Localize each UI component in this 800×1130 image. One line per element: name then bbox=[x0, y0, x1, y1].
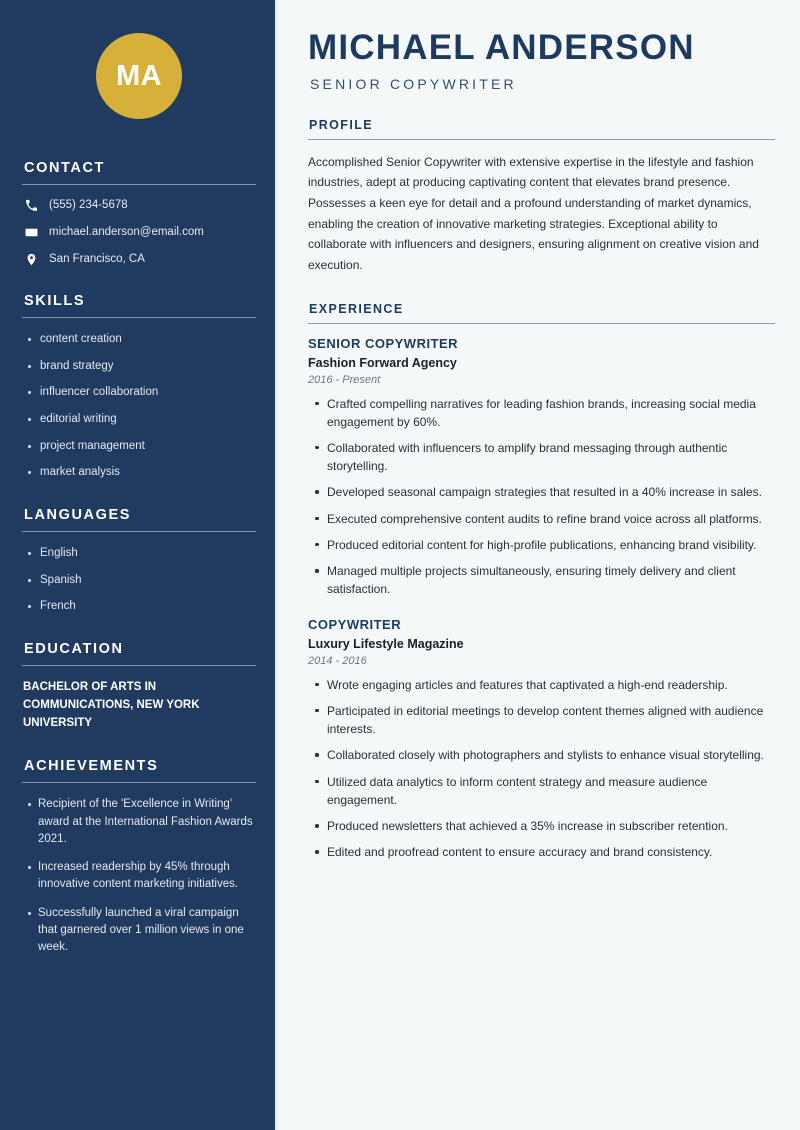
education-divider bbox=[22, 665, 256, 666]
list-item: Produced editorial content for high-profile publications, enhancing brand visibility. bbox=[327, 536, 775, 554]
list-item: Increased readership by 45% through innovative content marketing initiatives. bbox=[38, 859, 256, 894]
achievements-section bbox=[22, 758, 256, 956]
languages-heading: LANGUAGES bbox=[24, 507, 132, 524]
list-item: project management bbox=[38, 438, 256, 455]
achievements-heading: ACHIEVEMENTS bbox=[24, 758, 159, 775]
list-item: brand strategy bbox=[38, 358, 256, 375]
experience-role: SENIOR COPYWRITER bbox=[308, 335, 459, 351]
contact-list bbox=[22, 198, 256, 267]
experience-entry bbox=[308, 617, 775, 862]
list-item: influencer collaboration bbox=[38, 384, 256, 401]
experience-company: Luxury Lifestyle Magazine bbox=[308, 636, 464, 651]
achievements-list bbox=[22, 796, 256, 956]
contact-section bbox=[22, 160, 256, 267]
location-pin-icon bbox=[24, 252, 39, 267]
achievements-divider bbox=[22, 782, 256, 783]
list-item: Developed seasonal campaign strategies that resulted in a 40% increase in sales. bbox=[327, 483, 775, 501]
list-item: market analysis bbox=[38, 464, 256, 481]
list-item: French bbox=[38, 598, 256, 615]
contact-item-phone[interactable] bbox=[22, 198, 256, 213]
education-heading: EDUCATION bbox=[24, 641, 124, 658]
list-item: Utilized data analytics to inform content strategy and measure audience engagement. bbox=[327, 773, 775, 809]
skills-section bbox=[22, 293, 256, 481]
job-title-subheading: SENIOR COPYWRITER bbox=[310, 75, 517, 92]
experience-role: COPYWRITER bbox=[308, 616, 402, 632]
contact-item-location[interactable] bbox=[22, 252, 256, 267]
list-item: Participated in editorial meetings to develop content themes aligned with audience interests. bbox=[327, 702, 775, 738]
sidebar-edge bbox=[275, 0, 278, 1130]
experience-divider bbox=[308, 323, 775, 324]
profile-text: Accomplished Senior Copywriter with extensive expertise in the lifestyle and fashion industries, adept at producing captivating content that elevates brand presence. Possesses a keen eye for detail and a profound understanding of market dynamics, enabling the creation of innovative marketing strategies. Exceptional ability to collaborate with influencers and designers, ensuring alignment on creative vision and execution. bbox=[308, 154, 759, 272]
avatar-container bbox=[22, 0, 256, 119]
sidebar bbox=[0, 0, 278, 1130]
email-icon bbox=[24, 225, 39, 240]
list-item: Produced newsletters that achieved a 35% increase in subscriber retention. bbox=[327, 817, 775, 835]
education-degree: BACHELOR OF ARTS IN COMMUNICATIONS, NEW YORK UNIVERSITY bbox=[23, 681, 200, 729]
list-item: Collaborated closely with photographers and stylists to enhance visual storytelling. bbox=[327, 746, 775, 764]
contact-item-email[interactable] bbox=[22, 225, 256, 240]
experience-bullets bbox=[308, 395, 775, 599]
list-item: Managed multiple projects simultaneously, ensuring timely delivery and client satisfaction. bbox=[327, 562, 775, 598]
profile-heading: PROFILE bbox=[309, 117, 373, 132]
list-item: Successfully launched a viral campaign that garnered over 1 million views in one week. bbox=[38, 905, 256, 957]
list-item: content creation bbox=[38, 331, 256, 348]
avatar: MA bbox=[96, 33, 182, 119]
contact-email-value: michael.anderson@email.com bbox=[49, 225, 204, 238]
list-item: editorial writing bbox=[38, 411, 256, 428]
list-item: Crafted compelling narratives for leading fashion brands, increasing social media engagement by 60%. bbox=[327, 395, 775, 431]
languages-divider bbox=[22, 531, 256, 532]
experience-heading: EXPERIENCE bbox=[309, 301, 404, 316]
list-item: Recipient of the 'Excellence in Writing' award at the International Fashion Awards 2021. bbox=[38, 796, 256, 848]
contact-phone-value: (555) 234-5678 bbox=[49, 198, 128, 211]
list-item: Executed comprehensive content audits to refine brand voice across all platforms. bbox=[327, 510, 775, 528]
phone-icon bbox=[24, 198, 39, 213]
experience-section bbox=[308, 302, 775, 862]
experience-bullets bbox=[308, 676, 775, 862]
list-item: Edited and proofread content to ensure accuracy and brand consistency. bbox=[327, 843, 775, 861]
experience-entry bbox=[308, 336, 775, 599]
contact-divider bbox=[22, 184, 256, 185]
page-title: MICHAEL ANDERSON bbox=[308, 28, 695, 67]
profile-section bbox=[308, 118, 775, 276]
skills-heading: SKILLS bbox=[24, 293, 86, 309]
languages-list bbox=[22, 545, 256, 615]
languages-section bbox=[22, 507, 256, 615]
list-item: Collaborated with influencers to amplify brand messaging through authentic storytelling. bbox=[327, 439, 775, 475]
main-content bbox=[278, 0, 800, 1130]
skills-divider bbox=[22, 317, 256, 318]
experience-company: Fashion Forward Agency bbox=[308, 355, 457, 370]
profile-divider bbox=[308, 139, 775, 140]
education-section bbox=[22, 641, 256, 732]
contact-location-value: San Francisco, CA bbox=[49, 252, 145, 265]
list-item: English bbox=[38, 545, 256, 562]
contact-heading: CONTACT bbox=[24, 160, 106, 176]
experience-dates: 2016 - Present bbox=[308, 373, 381, 386]
experience-dates: 2014 - 2016 bbox=[308, 654, 367, 667]
list-item: Spanish bbox=[38, 572, 256, 589]
list-item: Wrote engaging articles and features that captivated a high-end readership. bbox=[327, 676, 775, 694]
skills-list bbox=[22, 331, 256, 481]
